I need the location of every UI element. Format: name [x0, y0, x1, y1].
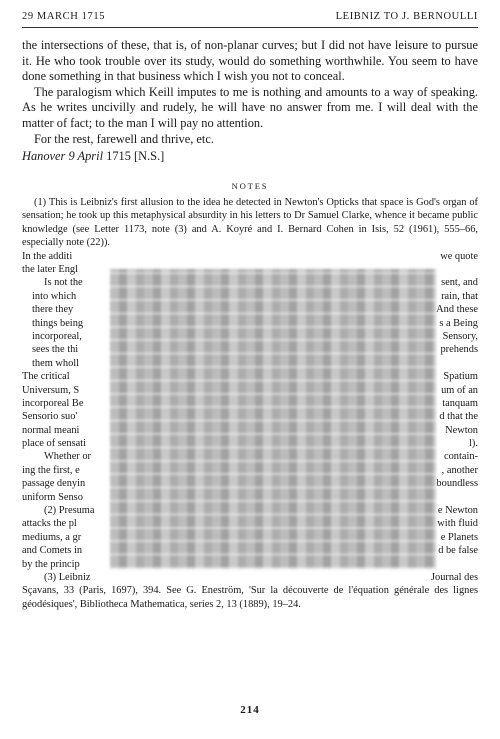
- note-line-lead: Is not the: [44, 277, 83, 289]
- header-date: 29 MARCH 1715: [22, 11, 106, 22]
- note-line-lead: mediums, a gr: [22, 531, 82, 543]
- body-paragraph-2: The paralogism which Keill imputes to me is nothing and amounts to a way of speaking. As he writes uncivilly and rudely, he will have no answer from me. I will deal with the matter of fact; to the man I will pay no attention.: [22, 84, 478, 130]
- note-line-tail: , another: [441, 464, 478, 476]
- note-line-lead: things being: [32, 317, 84, 329]
- note-line-tail: s a Being: [439, 317, 478, 329]
- note-line-lead: attacks the pl: [22, 518, 77, 530]
- note-line-lead: incorporeal,: [32, 330, 82, 342]
- note-line-tail: contain-: [443, 451, 478, 463]
- note-line: [22, 571, 478, 584]
- signoff: [22, 149, 478, 165]
- header-rule: [22, 27, 478, 28]
- note-line-tail: tanquam: [442, 397, 478, 409]
- note-line-tail: sent, and: [441, 277, 478, 289]
- note-1: (1) This is Leibniz's first allusion to the idea he detected in Newton's Opticks that space is God's organ of sensation; he took up this metaphysical absurdity in his letters to Dr Samuel Clarke, whence it became public knowledge (see Letter 1173, note (3) and A. Koyré and I. Bernard Cohen in Isis, 52 (1961), 555–66, especially note (22)).: [22, 197, 478, 249]
- note-line-lead: the later Engl: [22, 264, 78, 276]
- body-paragraph-1: the intersections of these, that is, of non-planar curves; but I did not have leisure to pursue it. He who took trouble over its study, would do something worthwhile. You seem to have done something in that business which I wish you not to conceal.: [22, 38, 478, 84]
- page-number: 214: [240, 704, 260, 716]
- note-line-tail: d be false: [438, 545, 478, 557]
- note-line-lead: The critical: [22, 371, 70, 383]
- book-page: [22, 0, 478, 739]
- note-line-tail: Spatium: [443, 371, 478, 383]
- note-line-lead: them wholl: [32, 357, 80, 369]
- running-header: [22, 11, 478, 25]
- signoff-place: Hanover: [22, 149, 66, 164]
- note-line-tail: e Newton: [437, 505, 478, 517]
- note-line-lead: In the additi: [22, 250, 73, 262]
- note-line-lead: ing the first, e: [22, 464, 80, 476]
- body-paragraph-3: For the rest, farewell and thrive, etc.: [34, 131, 214, 146]
- note-3-continuation: Sçavans, 33 (Paris, 1697), 394. See G. Eneström, 'Sur la découverte de l'équation générale des lignes géodésiques', Bibliotheca Mathematica, series 2, 13 (1889), 19–24.: [22, 585, 478, 610]
- letter-body: [22, 38, 478, 165]
- note-line-lead: (2) Presuma: [44, 505, 95, 517]
- note-line-tail: Journal des: [430, 572, 478, 583]
- note-line-tail: d that the: [439, 411, 478, 423]
- note-line-lead: incorporeal Be: [22, 397, 84, 409]
- note-line-lead: (3) Leibniz: [44, 572, 91, 583]
- note-line-tail: e Planets: [440, 531, 478, 543]
- note-line-tail: l).: [469, 438, 478, 450]
- note-line-lead: normal meani: [22, 424, 80, 436]
- note-line-lead: and Comets in: [22, 545, 83, 557]
- note-line-tail: And these: [436, 304, 478, 316]
- note-line-tail: with fluid: [437, 518, 478, 530]
- notes-heading: NOTES: [231, 181, 269, 191]
- redaction-blur: [110, 269, 436, 569]
- note-line-lead: uniform Senso: [22, 491, 83, 503]
- signoff-year: 1715 [N.S.]: [106, 149, 165, 164]
- note-line-lead: by the princip: [22, 558, 80, 570]
- note-line-tail: boundless: [436, 478, 478, 490]
- note-line-lead: Whether or: [44, 451, 92, 463]
- note-line-lead: into which: [32, 290, 77, 302]
- note-line-lead: sees the thi: [32, 344, 79, 356]
- note-line-lead: Sensorio suo': [22, 411, 78, 423]
- note-line-tail: Sensory,: [442, 330, 478, 342]
- note-line-tail: rain, that: [441, 290, 478, 302]
- note-line-lead: passage denyin: [22, 478, 86, 490]
- note-line-tail: we quote: [440, 250, 478, 262]
- note-line-tail: prehends: [440, 344, 478, 356]
- note-line-tail: Newton: [445, 424, 478, 436]
- note-line-lead: Universum, S: [22, 384, 80, 396]
- note-line-lead: place of sensati: [22, 438, 87, 450]
- note-line-lead: there they: [32, 304, 74, 316]
- header-running-title: LEIBNIZ TO J. BERNOULLI: [335, 11, 478, 22]
- note-line: [22, 250, 478, 263]
- note-line-tail: um of an: [441, 384, 478, 396]
- signoff-date: 9 April: [68, 149, 104, 164]
